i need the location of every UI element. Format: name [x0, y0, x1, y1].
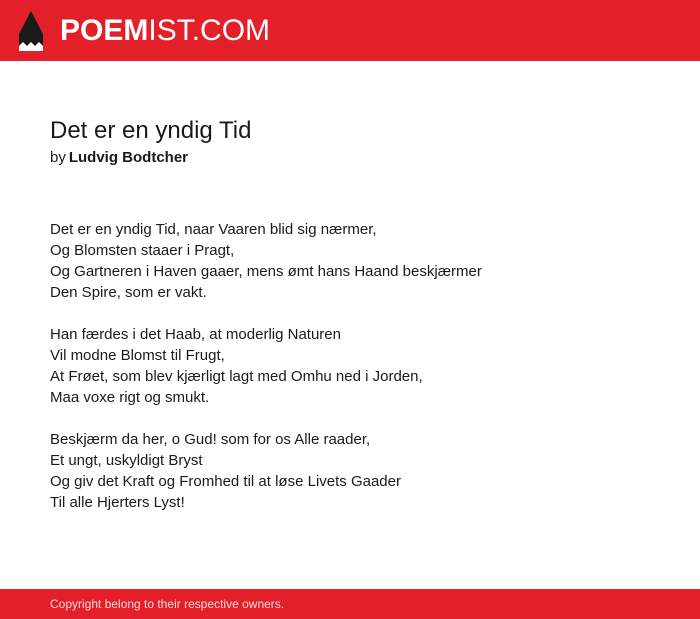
poem-line: Og Gartneren i Haven gaaer, mens ømt hans Haand beskjærmer [50, 263, 482, 280]
poem-line: Det er en yndig Tid, naar Vaaren blid sig nærmer, [50, 221, 377, 238]
byline-prefix: by [50, 149, 66, 166]
poem-line: Og giv det Kraft og Fromhed til at løse Livets Gaader [50, 473, 401, 490]
poem-line: Maa voxe rigt og smukt. [50, 389, 210, 406]
copyright-text: Copyright belong to their respective owners. [50, 597, 285, 611]
stanza [50, 324, 670, 408]
pencil-tip-icon [16, 10, 46, 52]
poem-line: Han færdes i det Haab, at moderlig Naturen [50, 326, 341, 343]
poem-content [50, 116, 670, 534]
poem-line: Til alle Hjerters Lyst! [50, 494, 185, 511]
poem-line: Beskjærm da her, o Gud! som for os Alle raader, [50, 431, 371, 448]
stanza [50, 219, 670, 303]
site-header [0, 0, 700, 61]
poem-line: Og Blomsten staaer i Pragt, [50, 242, 235, 259]
logo-bold-text: POEM [60, 14, 149, 47]
byline [50, 148, 670, 168]
poem-line: Vil modne Blomst til Frugt, [50, 347, 225, 364]
poem-line: At Frøet, som blev kjærligt lagt med Omhu ned i Jorden, [50, 368, 423, 385]
logo-light-text: IST.COM [148, 14, 271, 47]
site-logo-wordmark [60, 10, 270, 52]
poem-body [50, 219, 670, 513]
site-footer [0, 589, 700, 619]
poem-line: Et ungt, uskyldigt Bryst [50, 452, 203, 469]
stanza [50, 429, 670, 513]
site-logo-link[interactable] [16, 10, 270, 52]
poem-line: Den Spire, som er vakt. [50, 284, 207, 301]
author-name: Ludvig Bodtcher [68, 149, 189, 166]
poem-title: Det er en yndig Tid [50, 117, 252, 144]
